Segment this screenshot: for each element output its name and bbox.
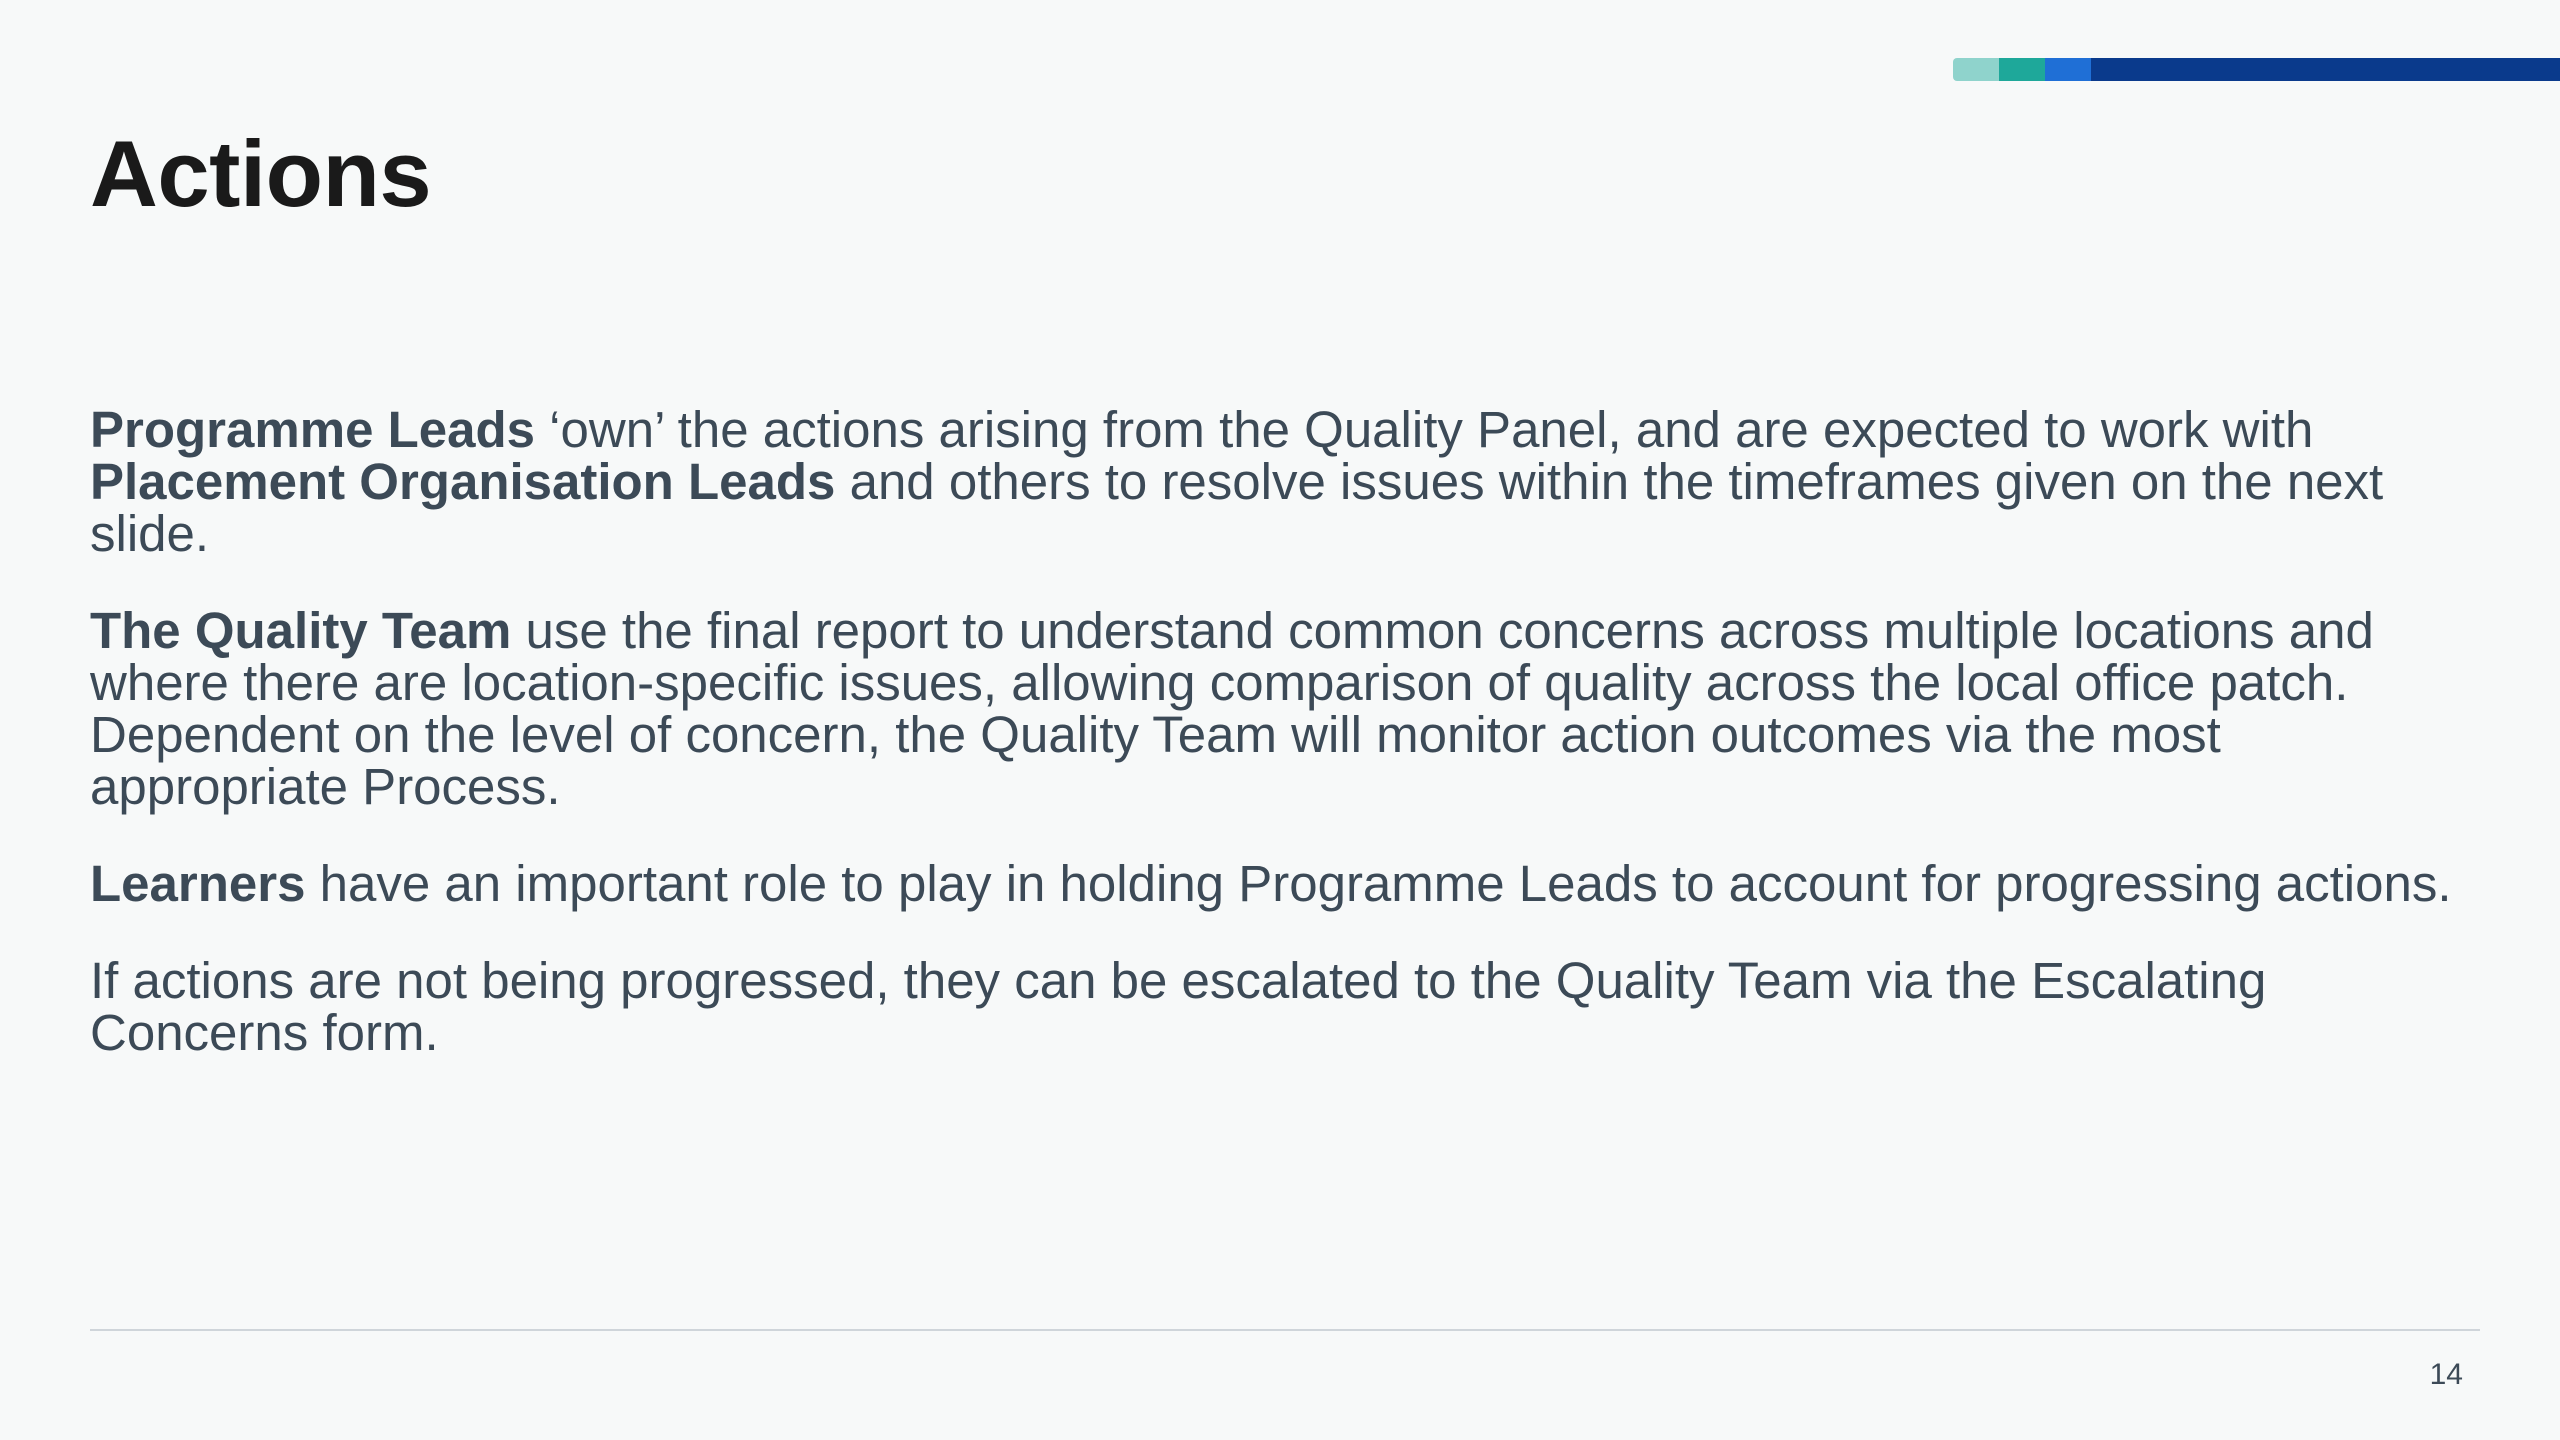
bold-quality-team: The Quality Team — [90, 602, 512, 659]
paragraph-text: have an important role to play in holding Programme Leads to account for progressing actions. — [305, 855, 2452, 912]
accent-segment-3 — [2045, 58, 2091, 81]
paragraph-text: and others to resolve issues within the timeframes given on the next slide. — [90, 453, 2384, 562]
bold-placement-organisation-leads: Placement Organisation Leads — [90, 453, 836, 510]
bold-learners: Learners — [90, 855, 306, 912]
slide-title: Actions — [90, 121, 432, 226]
accent-segment-2 — [1999, 58, 2045, 81]
footer-divider — [90, 1329, 2480, 1331]
accent-segment-4 — [2091, 58, 2560, 81]
accent-bar — [1953, 58, 2560, 81]
page-number: 14 — [2429, 1358, 2463, 1391]
paragraph-text: If actions are not being progressed, they can be escalated to the Quality Team via the Escalating Concerns form. — [90, 952, 2267, 1061]
paragraph-learners — [90, 855, 2490, 912]
bold-programme-leads: Programme Leads — [90, 401, 536, 458]
paragraph-text: use the final report to understand common concerns across multiple locations and where there are location-specific issues, allowing comparison of quality across the local office patch. Dependent on the level of concern, the Quality Team will monitor action outcomes via the most appropriate Process. — [90, 602, 2374, 815]
paragraph-programme-leads — [90, 401, 2490, 562]
paragraph-quality-team — [90, 602, 2490, 815]
paragraph-escalation — [90, 952, 2490, 1061]
slide-body — [90, 401, 2490, 1104]
paragraph-text: ‘own’ the actions arising from the Quality Panel, and are expected to work with — [535, 401, 2314, 458]
accent-segment-1 — [1953, 58, 1999, 81]
